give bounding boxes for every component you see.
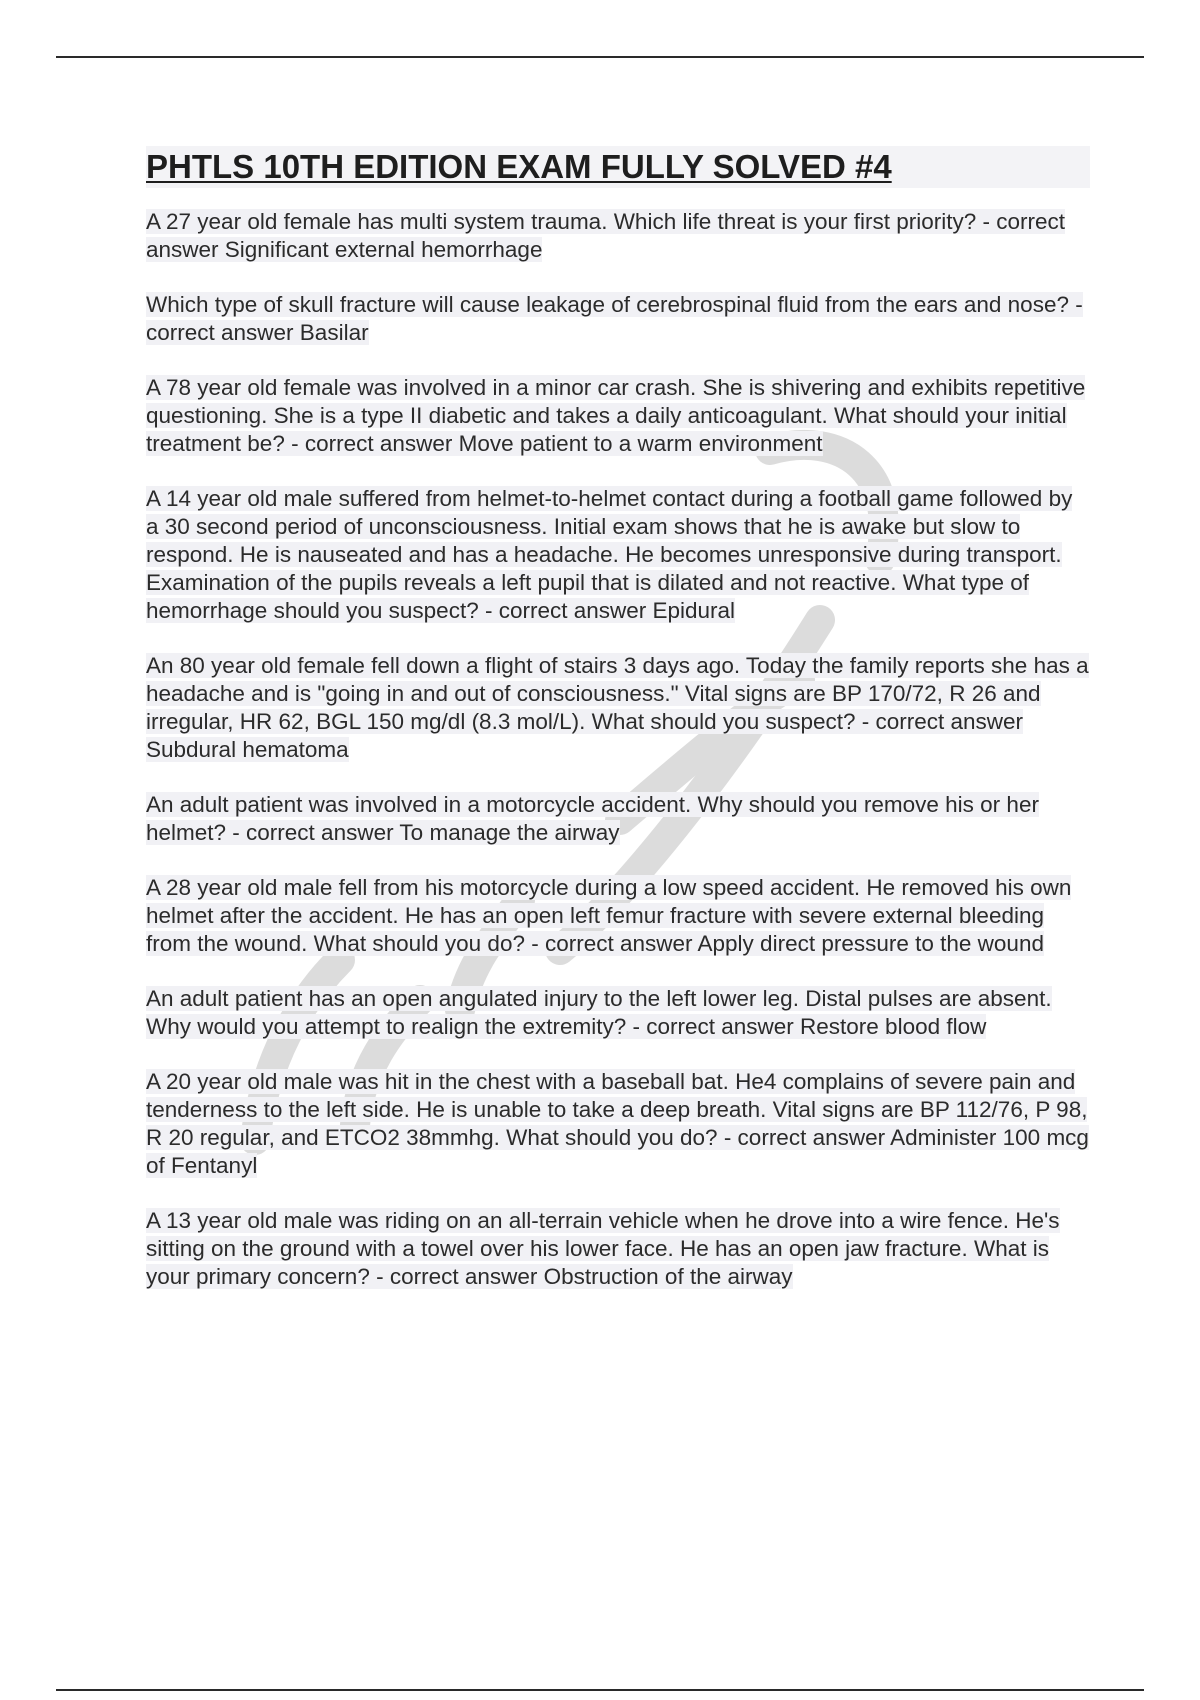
qa-text: A 28 year old male fell from his motorcycle during a low speed accident. He removed his own helmet after the accident. He has an open left femur fracture with severe external bleeding from the wound. What should you do? - correct answer Apply direct pressure to the wound (146, 875, 1072, 956)
qa-text: An adult patient was involved in a motorcycle accident. Why should you remove his or her helmet? - correct answer To manage the airway (146, 792, 1039, 845)
list-item (146, 1068, 1090, 1180)
list-item (146, 652, 1090, 764)
list-item (146, 485, 1090, 625)
qa-text: A 27 year old female has multi system trauma. Which life threat is your first priority? - correct answer Significant external hemorrhage (146, 209, 1066, 262)
qa-text: Which type of skull fracture will cause leakage of cerebrospinal fluid from the ears and nose? - correct answer Basilar (146, 292, 1083, 345)
document-body (146, 146, 1090, 1318)
list-item (146, 791, 1090, 847)
qa-text: A 78 year old female was involved in a minor car crash. She is shivering and exhibits repetitive questioning. She is a type II diabetic and takes a daily anticoagulant. What should your initial treatment be? - correct answer Move patient to a warm environment (146, 375, 1086, 456)
qa-list (146, 208, 1090, 1291)
list-item (146, 291, 1090, 347)
list-item (146, 985, 1090, 1041)
top-rule (56, 56, 1144, 58)
qa-text: A 13 year old male was riding on an all-terrain vehicle when he drove into a wire fence. He's sitting on the ground with a towel over his lower face. He has an open jaw fracture. What is your primary concern? - correct answer Obstruction of the airway (146, 1208, 1060, 1289)
page-title: PHTLS 10TH EDITION EXAM FULLY SOLVED #4 (146, 146, 1090, 188)
bottom-rule (56, 1689, 1144, 1691)
list-item (146, 1207, 1090, 1291)
list-item (146, 208, 1090, 264)
qa-text: An adult patient has an open angulated injury to the left lower leg. Distal pulses are absent. Why would you attempt to realign the extremity? - correct answer Restore blood flow (146, 986, 1052, 1039)
qa-text: A 20 year old male was hit in the chest with a baseball bat. He4 complains of severe pain and tenderness to the left side. He is unable to take a deep breath. Vital signs are BP 112/76, P 98, R 20 regular, and ETCO2 38mmhg. What should you do? - correct answer Administer 100 mcg of Fentanyl (146, 1069, 1089, 1178)
list-item (146, 374, 1090, 458)
list-item (146, 874, 1090, 958)
qa-text: An 80 year old female fell down a flight of stairs 3 days ago. Today the family reports she has a headache and is "going in and out of consciousness." Vital signs are BP 170/72, R 26 and irregular, HR 62, BGL 150 mg/dl (8.3 mol/L). What should you suspect? - correct answer Subdural hematoma (146, 653, 1089, 762)
qa-text: A 14 year old male suffered from helmet-to-helmet contact during a football game followed by a 30 second period of unconsciousness. Initial exam shows that he is awake but slow to respond. He is nauseated and has a headache. He becomes unresponsive during transport. Examination of the pupils reveals a left pupil that is dilated and not reactive. What type of hemorrhage should you suspect? - correct answer Epidural (146, 486, 1073, 623)
